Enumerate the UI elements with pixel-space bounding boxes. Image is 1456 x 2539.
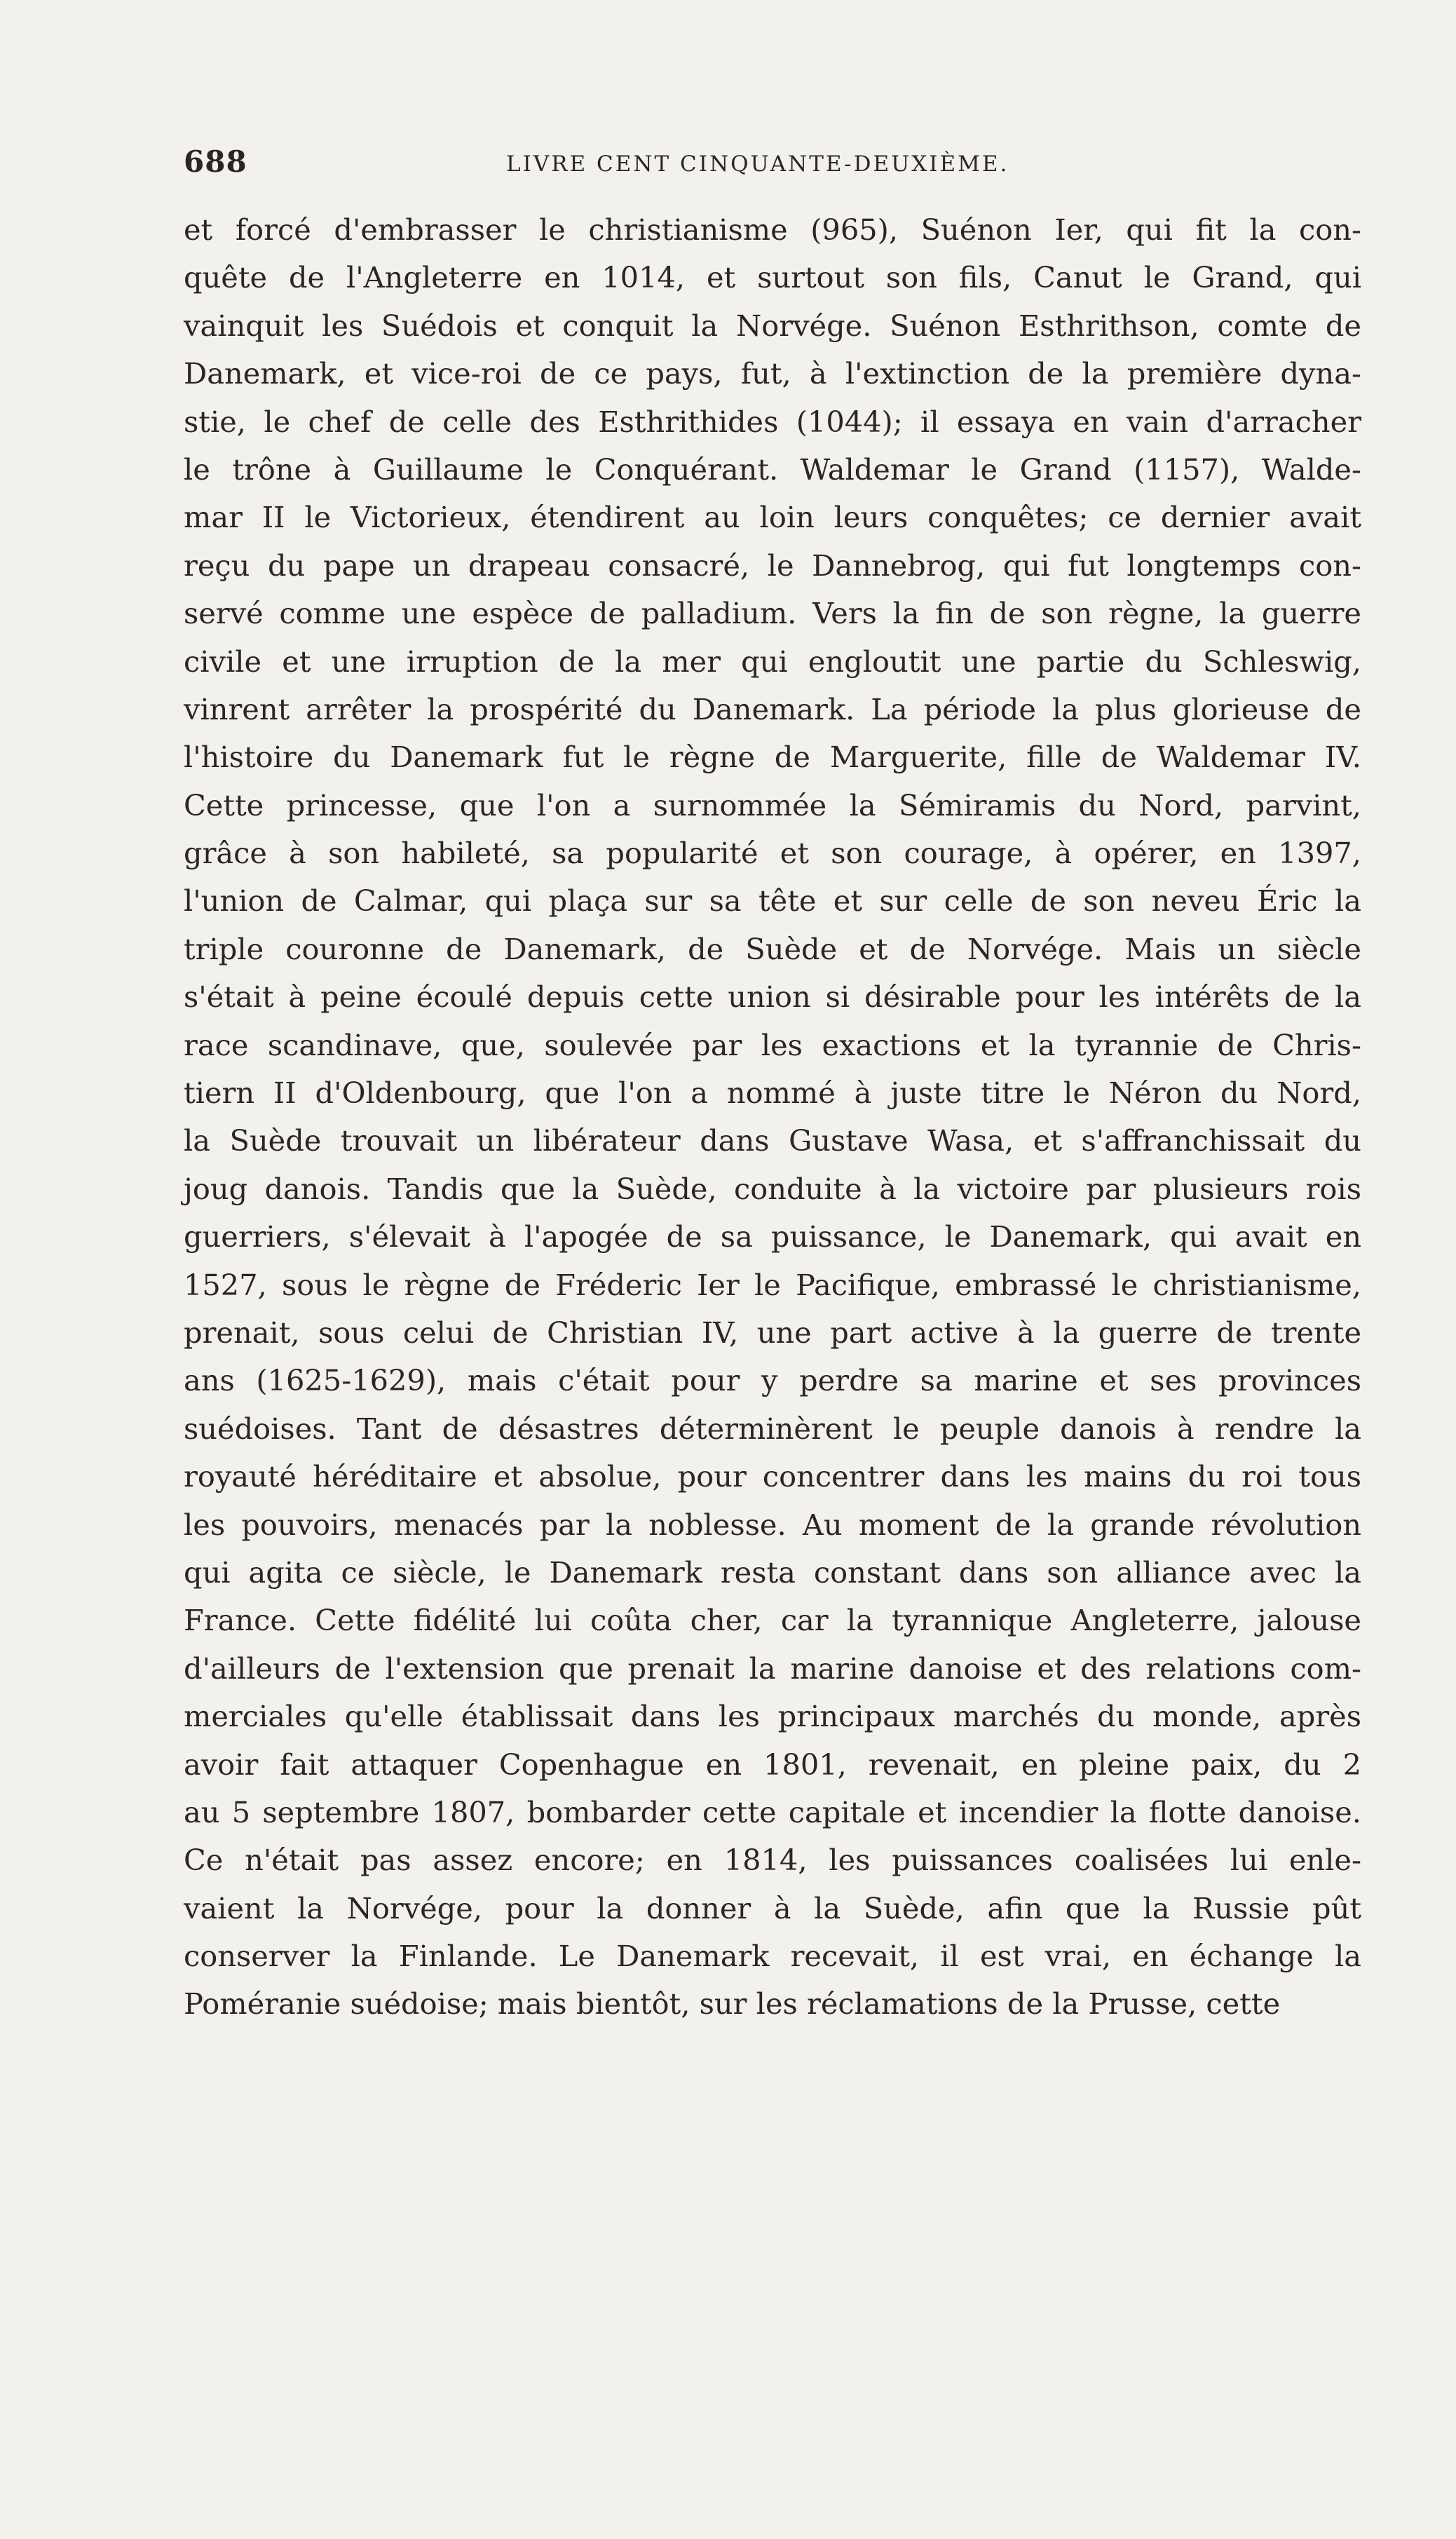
text-line: reçu du pape un drapeau consacré, le Dannebrog, qui fut longtemps con- [184,548,1361,583]
text-line: avoir fait attaquer Copenhague en 1801, revenait, en pleine paix, du 2 [184,1747,1361,1782]
text-line: la Suède trouvait un libérateur dans Gustave Wasa, et s'affranchissait du [184,1123,1361,1158]
text-line: France. Cette fidélité lui coûta cher, car la tyrannique Angleterre, jalouse [184,1603,1361,1638]
text-line: royauté héréditaire et absolue, pour concentrer dans les mains du roi tous [184,1459,1361,1494]
text-line: et forcé d'embrasser le christianisme (965), Suénon Ier, qui fit la con- [184,212,1361,247]
text-line: stie, le chef de celle des Esthrithides (1044); il essaya en vain d'arracher [184,404,1361,439]
text-line: vinrent arrêter la prospérité du Danemark. La période la plus glorieuse de [184,691,1361,726]
text-line: d'ailleurs de l'extension que prenait la marine danoise et des relations com- [184,1651,1361,1686]
text-line: grâce à son habileté, sa popularité et son courage, à opérer, en 1397, [184,836,1361,871]
text-line: servé comme une espèce de palladium. Vers la fin de son règne, la guerre [184,596,1361,631]
page-header [184,144,1277,187]
text-line: l'union de Calmar, qui plaça sur sa tête et sur celle de son neveu Éric la [184,883,1361,919]
text-line: Poméranie suédoise; mais bientôt, sur les réclamations de la Prusse, cette [184,1986,1281,2022]
text-line: les pouvoirs, menacés par la noblesse. Au moment de la grande révolution [184,1507,1361,1542]
text-line: au 5 septembre 1807, bombarder cette capitale et incendier la flotte danoise. [184,1794,1361,1829]
text-line: Ce n'était pas assez encore; en 1814, les puissances coalisées lui enle- [184,1843,1361,1878]
text-line: joug danois. Tandis que la Suède, conduite à la victoire par plusieurs rois [184,1171,1361,1206]
text-line: Cette princesse, que l'on a surnommée la Sémiramis du Nord, parvint, [184,787,1361,822]
page-number: 688 [184,144,247,179]
text-line: Danemark, et vice-roi de ce pays, fut, à l'extinction de la première dyna- [184,356,1361,391]
text-line: guerriers, s'élevait à l'apogée de sa puissance, le Danemark, qui avait en [184,1219,1361,1254]
text-line: civile et une irruption de la mer qui engloutit une partie du Schleswig, [184,644,1361,679]
text-line: prenait, sous celui de Christian IV, une part active à la guerre de trente [184,1315,1361,1350]
text-line: s'était à peine écoulé depuis cette union si désirable pour les intérêts de la [184,980,1361,1015]
text-line: qui agita ce siècle, le Danemark resta constant dans son alliance avec la [184,1555,1361,1590]
text-line: vaient la Norvége, pour la donner à la Suède, afin que la Russie pût [184,1890,1361,1925]
text-line: ans (1625-1629), mais c'était pour y perdre sa marine et ses provinces [184,1363,1361,1398]
body-text [184,206,1361,2029]
text-line: race scandinave, que, soulevée par les exactions et la tyrannie de Chris- [184,1027,1361,1062]
text-line: vainquit les Suédois et conquit la Norvége. Suénon Esthrithson, comte de [184,308,1361,343]
text-line: triple couronne de Danemark, de Suède et de Norvége. Mais un siècle [184,931,1361,966]
text-line: le trône à Guillaume le Conquérant. Waldemar le Grand (1157), Walde- [184,452,1361,487]
text-line: suédoises. Tant de désastres déterminèrent le peuple danois à rendre la [184,1411,1361,1446]
text-line: quête de l'Angleterre en 1014, et surtout son fils, Canut le Grand, qui [184,260,1361,295]
text-line: tiern II d'Oldenbourg, que l'on a nommé à juste titre le Néron du Nord, [184,1076,1361,1111]
text-line: conserver la Finlande. Le Danemark recevait, il est vrai, en échange la [184,1939,1361,1974]
text-line: merciales qu'elle établissait dans les principaux marchés du monde, après [184,1699,1361,1734]
text-line: 1527, sous le règne de Fréderic Ier le Pacifique, embrassé le christianisme, [184,1267,1361,1302]
text-line: mar II le Victorieux, étendirent au loin leurs conquêtes; ce dernier avait [184,500,1361,535]
running-head: LIVRE CENT CINQUANTE-DEUXIÈME. [506,151,1009,177]
text-line: l'histoire du Danemark fut le règne de Marguerite, fille de Waldemar IV. [184,740,1361,775]
